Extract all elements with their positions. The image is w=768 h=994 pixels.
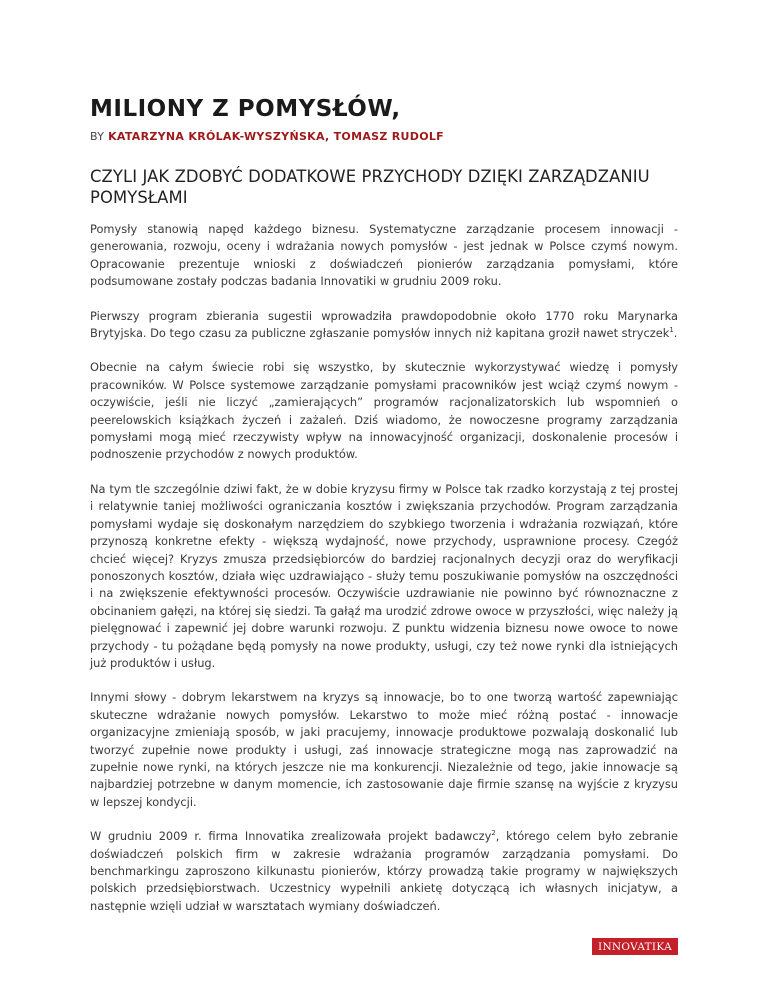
paragraph-6	[90, 828, 678, 915]
footnote-ref-2: 2	[491, 829, 496, 838]
byline-prefix: BY	[90, 130, 105, 143]
paragraph-2-text: Pierwszy program zbierania sugestii wprowadziła prawdopodobnie około 1770 roku Marynarka Brytyjska. Do tego czasu za publiczne zgłaszanie pomysłów innych niż kapitana groził nawet stryczek	[90, 308, 678, 341]
footnote-ref-1: 1	[669, 326, 674, 335]
paragraph-2	[90, 308, 678, 343]
paragraph-6-rest: , którego celem było zebranie doświadczeń polskich firm w zakresie wdrażania programów zarządzania pomysłami. Do benchmarkingu zaproszono kilkunastu pionierów, którzy prowadzą takie programy w największych polskich przedsiębiorstwach. Uczestnicy wypełnili ankietę dotyczącą ich własnych inicjatyw, a następnie wzięli udział w warsztatach wymiany doświadczeń.	[90, 829, 678, 913]
paragraph-6-start: W grudniu 2009 r. firma Innovatika zrealizowała projekt badawczy	[90, 829, 492, 844]
article	[90, 96, 678, 915]
article-title: MILIONY Z POMYSŁÓW,	[90, 96, 401, 122]
article-subtitle: CZYLI JAK ZDOBYĆ DODATKOWE PRZYCHODY DZIĘKI ZARZĄDZANIU POMYSŁAMI	[90, 167, 650, 207]
paragraph-4: Na tym tle szczególnie dziwi fakt, że w dobie kryzysu firmy w Polsce tak rzadko korzystają z tej prostej i relatywnie taniej możliwości ograniczania kosztów i zwiększania przychodów. Program zarządzania pomysłami wydaje się doskonałym narzędziem do szybkiego tworzenia i wdrażania rozwiązań, które przynoszą konkretne efekty - większą wydajność, nowe przychody, usprawnione procesy. Czegóż chcieć więcej? Kryzys zmusza przedsiębiorców do bardziej racjonalnych decyzji oraz do weryfikacji ponoszonych kosztów, działa więc uzdrawiająco - służy temu poszukiwanie pomysłów na oszczędności i na zwiększenie efektywności procesów. Oczywiście uzdrawianie nie powinno być równoznaczne z obcinaniem gałęzi, na której się siedzi. Ta gałąź ma urodzić zdrowe owoce w przyszłości, więc należy ją pielęgnować i zapewnić jej dobre warunki rozwoju. Z punktu widzenia biznesu nowe owoce to nowe przychody - tu pożądane będą pomysły na nowe produkty, usługi, czy też nowe rynki dla istniejących już produktów i usług.	[90, 481, 678, 670]
paragraph-5: Innymi słowy - dobrym lekarstwem na kryzys są innowacje, bo to one tworzą wartość zapewniając skuteczne wdrażanie nowych pomysłów. Lekarstwo to może mieć różną postać - innowacje organizacyjne zmieniają sposób, w jaki pracujemy, innowacje produktowe pozwalają doskonalić lub tworzyć zupełnie nowe produkty i usługi, zaś innowacje strategiczne mogą nas zaprowadzić na zupełnie nowe rynki, na których jeszcze nie ma konkurencji. Niezależnie od tego, jakie innowacje są najbardziej potrzebne w danym momencie, ich zastosowanie daje firmie szansę na wyjście z kryzysu w lepszej kondycji.	[90, 690, 678, 809]
innovatika-logo: INNOVATIKA	[592, 938, 678, 955]
byline	[90, 130, 678, 143]
byline-authors: KATARZYNA KRÓLAK-WYSZYŃSKA, TOMASZ RUDOLF	[108, 130, 444, 143]
paragraph-2-end: .	[673, 326, 678, 341]
paragraph-3: Obecnie na całym świecie robi się wszystko, by skutecznie wykorzystywać wiedzę i pomysły pracowników. W Polsce systemowe zarządzanie pomysłami pracowników jest wciąż czymś nowym - oczywiście, jeśli nie liczyć „zamierających” programów racjonalizatorskich lub wspomnień o peerelowskich książkach życzeń i zażaleń. Dziś wiadomo, że nowoczesne programy zarządzania pomysłami mogą mieć rzeczywisty wpływ na innowacyjność organizacji, doskonalenie procesów i podnoszenie przychodów z nowych produktów.	[90, 360, 678, 462]
paragraph-1: Pomysły stanowią napęd każdego biznesu. Systematyczne zarządzanie procesem innowacji - generowania, rozwoju, oceny i wdrażania nowych pomysłów - jest jednak w Polsce czymś nowym. Opracowanie prezentuje wnioski z doświadczeń pionierów zarządzania pomysłami, które podsumowane zostały podczas badania Innovatiki w grudniu 2009 roku.	[90, 222, 678, 289]
